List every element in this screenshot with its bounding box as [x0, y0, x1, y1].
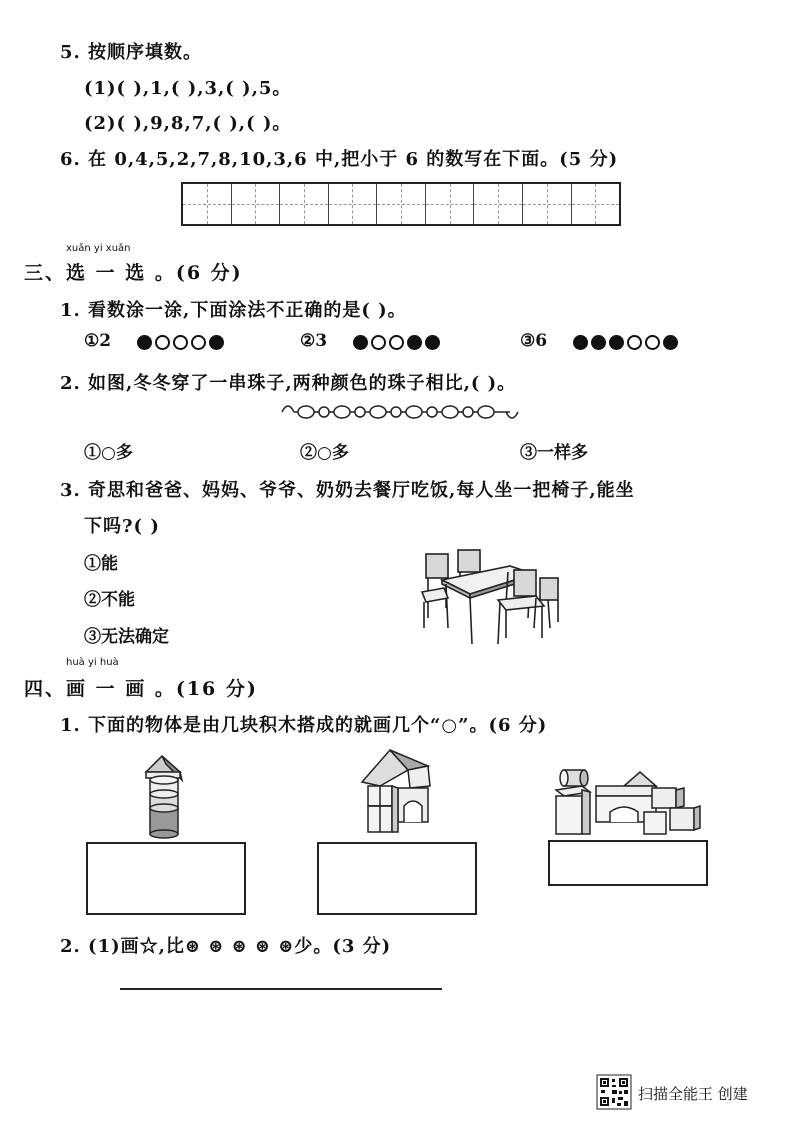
s3-q1-option-3[interactable]	[520, 331, 681, 352]
bead-oval-icon	[406, 406, 422, 418]
section4-title: 四、画 一 画 。(16 分)	[24, 678, 258, 700]
s3-q3-text-line1: 3. 奇思和爸爸、妈妈、爷爷、奶奶去餐厅吃饭,每人坐一把椅子,能坐	[60, 480, 635, 501]
dot-row	[137, 332, 227, 352]
filled-circle-icon	[573, 335, 588, 350]
empty-circle-icon	[371, 335, 386, 350]
bead-oval-icon	[370, 406, 386, 418]
block-bridge-illustration	[552, 768, 702, 838]
q5-line1: (1)( ),1,( ),3,( ),5。	[84, 78, 292, 99]
grid-cell[interactable]	[426, 184, 475, 224]
bead-oval-icon	[442, 406, 458, 418]
grid-cell[interactable]	[280, 184, 329, 224]
filled-circle-icon	[663, 335, 678, 350]
s3-q3-text-line2: 下吗?( )	[84, 516, 160, 537]
empty-circle-icon	[191, 335, 206, 350]
bead-oval-icon	[298, 406, 314, 418]
empty-circle-icon	[173, 335, 188, 350]
bead-circle-icon	[463, 407, 473, 417]
filled-circle-icon	[407, 335, 422, 350]
s4-q2-text: 2. (1)画☆,比⊛ ⊛ ⊛ ⊛ ⊛少。(3 分)	[60, 936, 392, 957]
section3-title: 三、选 一 选 。(6 分)	[24, 262, 243, 284]
bead-circle-icon	[355, 407, 365, 417]
q6-title: 6. 在 0,4,5,2,7,8,10,3,6 中,把小于 6 的数写在下面。(5 分)	[60, 149, 619, 170]
answer-line[interactable]	[120, 988, 442, 990]
dot-row	[353, 332, 443, 352]
block-house-illustration	[358, 746, 434, 838]
option-label: ③6	[520, 331, 548, 351]
s3-q1-option-2[interactable]	[300, 331, 443, 352]
filled-circle-icon	[609, 335, 624, 350]
s4-q1-text: 1. 下面的物体是由几块积木搭成的就画几个“○”。(6 分)	[60, 715, 548, 736]
s3-q2-option-2[interactable]: ②○多	[300, 443, 349, 463]
s3-q2-text: 2. 如图,冬冬穿了一串珠子,两种颜色的珠子相比,( )。	[60, 373, 517, 394]
s3-q3-option-3[interactable]: ③无法确定	[84, 627, 169, 647]
bead-oval-icon	[334, 406, 350, 418]
s3-q2-option-1[interactable]: ①○多	[84, 443, 133, 463]
empty-circle-icon	[389, 335, 404, 350]
grid-cell[interactable]	[523, 184, 572, 224]
option-label: ②3	[300, 331, 328, 351]
bead-circle-icon	[391, 407, 401, 417]
filled-circle-icon	[425, 335, 440, 350]
answer-box-1[interactable]	[86, 842, 246, 915]
filled-circle-icon	[209, 335, 224, 350]
filled-circle-icon	[591, 335, 606, 350]
s3-q1-option-1[interactable]	[84, 331, 227, 352]
option-label: ①2	[84, 331, 112, 351]
dot-row	[573, 332, 681, 352]
footer-watermark: 扫描全能王 创建	[638, 1085, 748, 1103]
s3-q3-option-1[interactable]: ①能	[84, 554, 118, 574]
grid-cell[interactable]	[377, 184, 426, 224]
qr-code-icon	[597, 1075, 631, 1109]
bead-oval-icon	[478, 406, 494, 418]
block-tower-illustration	[140, 754, 190, 840]
answer-box-2[interactable]	[317, 842, 477, 915]
answer-box-3[interactable]	[548, 840, 708, 886]
answer-grid[interactable]	[181, 182, 621, 226]
bead-string-illustration	[280, 398, 520, 426]
empty-circle-icon	[627, 335, 642, 350]
s3-q2-option-3[interactable]: ③一样多	[520, 443, 588, 463]
empty-circle-icon	[155, 335, 170, 350]
table-chairs-illustration	[418, 548, 568, 648]
filled-circle-icon	[353, 335, 368, 350]
q5-line2: (2)( ),9,8,7,( ),( )。	[84, 113, 292, 134]
filled-circle-icon	[137, 335, 152, 350]
section3-pinyin: xuǎn yi xuǎn	[66, 243, 131, 254]
s3-q3-option-2[interactable]: ②不能	[84, 590, 135, 610]
section4-pinyin: huà yi huà	[66, 657, 119, 668]
bead-circle-icon	[427, 407, 437, 417]
q5-title: 5. 按顺序填数。	[60, 42, 203, 63]
s3-q1-text: 1. 看数涂一涂,下面涂法不正确的是( )。	[60, 300, 407, 321]
bead-circle-icon	[319, 407, 329, 417]
grid-cell[interactable]	[572, 184, 620, 224]
grid-cell[interactable]	[474, 184, 523, 224]
grid-cell[interactable]	[329, 184, 378, 224]
grid-cell[interactable]	[183, 184, 232, 224]
grid-cell[interactable]	[232, 184, 281, 224]
empty-circle-icon	[645, 335, 660, 350]
